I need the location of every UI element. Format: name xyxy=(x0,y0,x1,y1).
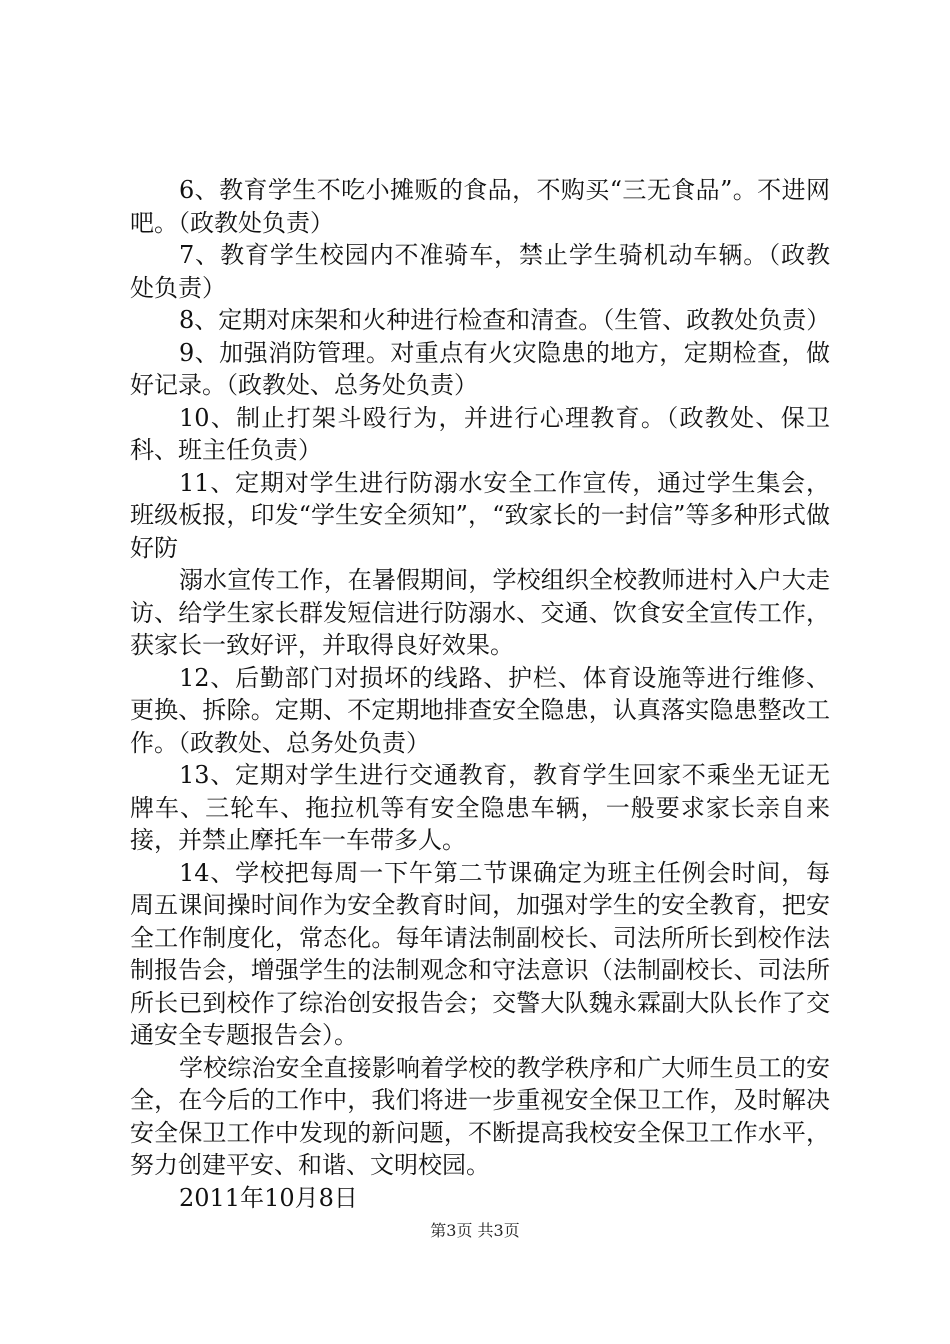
page-number-footer: 第3页 共3页 xyxy=(430,1221,520,1240)
paragraph-item-11: 11、定期对学生进行防溺水安全工作宣传，通过学生集会，班级板报，印发“学生安全须知”，“致家长的一封信”等多种形式做好防 xyxy=(130,468,830,562)
paragraph-item-7: 7、教育学生校园内不准骑车，禁止学生骑机动车辆。（政教处负责） xyxy=(130,241,830,302)
paragraph-item-9: 9、加强消防管理。对重点有火灾隐患的地方，定期检查，做好记录。（政教处、总务处负责） xyxy=(130,338,830,399)
document-date: 2011年10月8日 xyxy=(179,1183,358,1212)
paragraph-conclusion: 学校综治安全直接影响着学校的教学秩序和广大师生员工的安全，在今后的工作中，我们将进一步重视安全保卫工作，及时解决安全保卫工作中发现的新问题，不断提高我校安全保卫工作水平，努力创建平安、和谐、文明校园。 xyxy=(130,1053,830,1179)
paragraph-item-6: 6、教育学生不吃小摊贩的食品，不购买“三无食品”。不进网吧。（政教处负责） xyxy=(130,176,830,237)
paragraph-item-11-continued: 溺水宣传工作，在暑假期间，学校组织全校教师进村入户大走访、给学生家长群发短信进行防溺水、交通、饮食安全宣传工作，获家长一致好评，并取得良好效果。 xyxy=(130,566,830,659)
paragraph-item-13: 13、定期对学生进行交通教育，教育学生回家不乘坐无证无牌车、三轮车、拖拉机等有安全隐患车辆，一般要求家长亲自来接，并禁止摩托车一车带多人。 xyxy=(130,761,830,854)
document-body xyxy=(130,174,830,1214)
paragraph-item-12: 12、后勤部门对损坏的线路、护栏、体育设施等进行维修、更换、拆除。定期、不定期地排查安全隐患，认真落实隐患整改工作。（政教处、总务处负责） xyxy=(130,663,830,757)
paragraph-item-8: 8、定期对床架和火种进行检查和清查。（生管、政教处负责） xyxy=(179,306,831,334)
paragraph-item-14: 14、学校把每周一下午第二节课确定为班主任例会时间，每周五课间操时间作为安全教育时间，加强对学生的安全教育，把安全工作制度化，常态化。每年请法制副校长、司法所所长到校作法制报告会，增强学生的法制观念和守法意识（法制副校长、司法所所长已到校作了综治创安报告会；交警大队魏永霖副大队长作了交通安全专题报告会）。 xyxy=(130,858,830,1049)
paragraph-item-10: 10、制止打架斗殴行为，并进行心理教育。（政教处、保卫科、班主任负责） xyxy=(130,403,830,464)
